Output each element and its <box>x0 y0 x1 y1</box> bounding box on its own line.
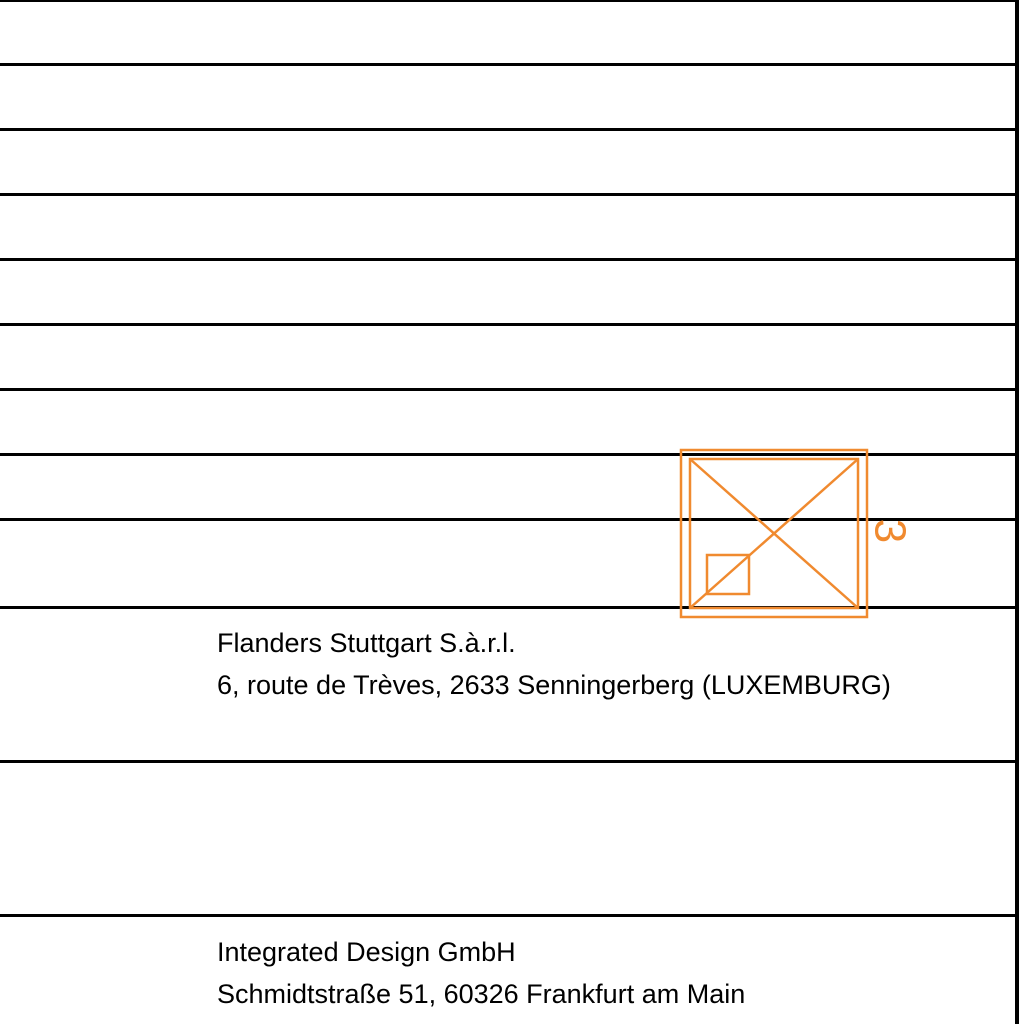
company-name-1: Flanders Stuttgart S.à.r.l. <box>217 628 516 658</box>
company-address-2: Schmidtstraße 51, 60326 Frankfurt am Main <box>217 979 746 1009</box>
company-address-1: 6, route de Trèves, 2633 Senningerberg (LUXEMBURG) <box>217 670 891 700</box>
symbol-label: 3 <box>865 518 915 544</box>
company-name-2: Integrated Design GmbH <box>217 937 516 967</box>
